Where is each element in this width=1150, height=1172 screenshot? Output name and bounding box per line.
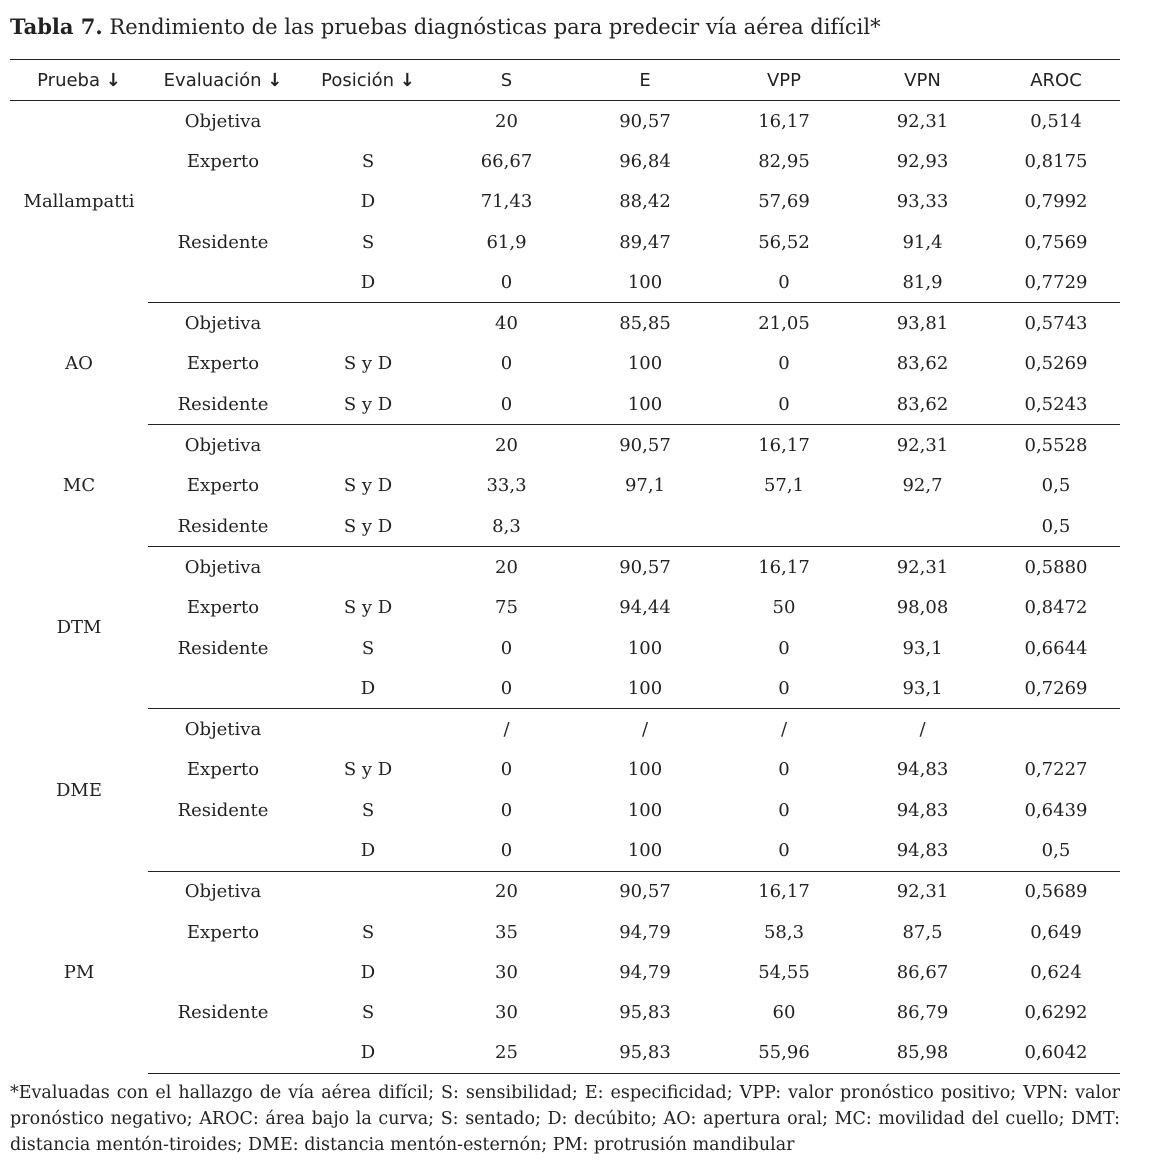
cell-posicion	[298, 871, 438, 912]
cell-vpn: 94,83	[896, 759, 949, 781]
cell-vpp: 21,05	[758, 313, 810, 335]
cell-s: 75	[495, 597, 518, 619]
table-row	[10, 303, 1120, 344]
cell-vpp: 0	[715, 262, 853, 303]
cell-evaluacion: Residente	[177, 231, 269, 253]
cell-s: 25	[438, 1033, 575, 1074]
table-row	[10, 628, 1120, 668]
cell-e: 89,47	[619, 231, 671, 253]
cell-vpp: 16,17	[758, 435, 810, 457]
cell-vpp: 58,3	[763, 921, 805, 943]
cell-prueba: AO	[65, 353, 93, 375]
cell-vpp: 0	[715, 384, 853, 425]
cell-vpp: 0	[715, 668, 853, 709]
cell-vpn: 94,83	[853, 830, 992, 871]
table-row	[10, 952, 1120, 992]
cell-evaluacion	[148, 262, 298, 303]
cell-evaluacion: Residente	[148, 384, 298, 425]
cell-evaluacion: Objetiva	[184, 435, 262, 457]
cell-posicion: S	[361, 231, 375, 253]
table-row	[10, 384, 1120, 425]
cell-evaluacion: Residente	[148, 506, 298, 547]
cell-vpn: 86,79	[896, 1002, 949, 1024]
table-row	[10, 1033, 1120, 1074]
cell-vpn: 92,31	[896, 110, 949, 132]
cell-s: 0	[438, 668, 575, 709]
cell-e: 85,85	[619, 313, 671, 335]
table-row	[10, 750, 1120, 790]
cell-posicion: S	[361, 1002, 375, 1024]
table-row	[10, 790, 1120, 830]
table-row	[10, 222, 1120, 262]
cell-evaluacion: Experto	[186, 150, 260, 172]
cell-evaluacion	[148, 952, 298, 992]
cell-vpn: 93,1	[853, 668, 992, 709]
cell-aroc: 0,5	[992, 506, 1120, 547]
cell-s: 33,3	[486, 475, 527, 497]
cell-s: 35	[495, 921, 518, 943]
cell-prueba: DME	[55, 779, 102, 801]
header-vpp: VPP	[715, 60, 853, 101]
cell-vpn: 92,7	[902, 475, 943, 497]
cell-vpp: 16,17	[758, 556, 810, 578]
cell-vpp	[715, 506, 853, 547]
cell-s: 8,3	[438, 506, 575, 547]
cell-vpn: 87,5	[902, 921, 943, 943]
cell-vpp: 57,1	[763, 475, 805, 497]
cell-aroc: 0,5880	[1024, 556, 1088, 578]
cell-aroc: 0,7227	[1024, 759, 1088, 781]
cell-s: 0	[438, 262, 575, 303]
cell-evaluacion	[148, 830, 298, 871]
header-vpn: VPN	[853, 60, 992, 101]
cell-posicion: S	[361, 799, 375, 821]
cell-aroc: 0,6644	[1024, 637, 1088, 659]
cell-vpn: 85,98	[853, 1033, 992, 1074]
cell-vpn: 92,31	[896, 881, 949, 903]
cell-evaluacion: Objetiva	[184, 110, 262, 132]
header-posicion[interactable]: Posición ↓	[298, 60, 438, 101]
cell-s: 71,43	[480, 191, 533, 213]
cell-evaluacion	[148, 668, 298, 709]
cell-posicion: S y D	[343, 475, 393, 497]
cell-posicion: D	[360, 961, 376, 983]
table-row	[10, 425, 1120, 466]
cell-vpp: 50	[772, 597, 796, 619]
cell-vpp: 0	[778, 759, 790, 781]
cell-posicion: D	[298, 1033, 438, 1074]
cell-evaluacion	[148, 1033, 298, 1074]
cell-evaluacion: Residente	[177, 1002, 269, 1024]
header-prueba[interactable]: Prueba ↓	[10, 60, 148, 101]
cell-vpn	[853, 506, 992, 547]
cell-e: 90,57	[619, 435, 671, 457]
cell-posicion	[298, 709, 438, 750]
cell-evaluacion: Objetiva	[184, 556, 262, 578]
cell-posicion: S y D	[343, 353, 393, 375]
cell-s: 0	[500, 799, 513, 821]
cell-evaluacion: Experto	[186, 597, 260, 619]
cell-posicion: S y D	[343, 759, 393, 781]
cell-posicion: D	[298, 262, 438, 303]
cell-s: 20	[495, 881, 518, 903]
cell-e: 100	[627, 637, 663, 659]
cell-posicion	[298, 101, 438, 142]
cell-e: 100	[575, 830, 715, 871]
cell-vpp: 16,17	[758, 110, 810, 132]
cell-aroc: 0,7992	[1024, 191, 1088, 213]
cell-e: 94,79	[619, 921, 671, 943]
arrow-down-icon: ↓	[105, 69, 121, 91]
table-row	[10, 262, 1120, 303]
cell-aroc: 0,5269	[1024, 353, 1088, 375]
table-row	[10, 993, 1120, 1033]
cell-posicion: S	[361, 150, 375, 172]
table-row	[10, 141, 1120, 181]
cell-e: 95,83	[575, 1033, 715, 1074]
table-row	[10, 709, 1120, 750]
footnote: *Evaluadas con el hallazgo de vía aérea difícil; S: sensibilidad; E: especificidad; VPP: valor pronóstico positivo; VPN: valor pronóstico negativo; AROC: área bajo la curva; S: sentado; D: decúbito; AO: apertura oral; MC: movilidad del cuello; DMT: distancia mentón-tiroides; DME: distancia mentón-esternón; PM: protrusión mandibular	[10, 1083, 1120, 1155]
header-s: S	[438, 60, 575, 101]
cell-posicion: D	[298, 668, 438, 709]
cell-evaluacion: Experto	[186, 759, 260, 781]
table-row	[10, 182, 1120, 222]
cell-e: 100	[575, 384, 715, 425]
cell-aroc: 0,5528	[1024, 435, 1088, 457]
cell-evaluacion: Experto	[186, 353, 260, 375]
cell-vpn: 86,67	[896, 961, 949, 983]
cell-aroc: 0,8472	[1024, 597, 1088, 619]
cell-vpn: 83,62	[896, 353, 949, 375]
cell-evaluacion: Residente	[177, 637, 269, 659]
cell-evaluacion: Objetiva	[184, 881, 262, 903]
cell-prueba: PM	[63, 961, 95, 983]
cell-evaluacion: Experto	[186, 921, 260, 943]
cell-evaluacion: Residente	[177, 799, 269, 821]
table-caption	[10, 12, 1130, 42]
cell-vpp: 16,17	[758, 881, 810, 903]
cell-vpn: 98,08	[896, 597, 949, 619]
cell-s: 61,9	[486, 231, 527, 253]
cell-s: 20	[495, 435, 518, 457]
cell-aroc: 0,7569	[1024, 231, 1088, 253]
cell-aroc: 0,5689	[1024, 881, 1088, 903]
cell-aroc: 0,6042	[992, 1033, 1120, 1074]
cell-e: /	[641, 719, 649, 741]
cell-vpp: 0	[778, 637, 790, 659]
cell-vpp: 0	[778, 353, 790, 375]
cell-prueba: DTM	[56, 617, 102, 639]
cell-e: 94,44	[619, 597, 671, 619]
cell-vpn: /	[919, 719, 926, 741]
table-row	[10, 830, 1120, 871]
table-row	[10, 101, 1120, 142]
cell-aroc: 0,624	[1030, 961, 1082, 983]
table-row	[10, 466, 1120, 506]
cell-vpn: 92,31	[896, 435, 949, 457]
cell-evaluacion: Objetiva	[184, 719, 262, 741]
cell-s: 20	[495, 110, 518, 132]
table-row	[10, 506, 1120, 547]
cell-e: 90,57	[619, 881, 671, 903]
cell-vpn: 91,4	[902, 231, 943, 253]
cell-e: 100	[575, 262, 715, 303]
cell-posicion	[298, 303, 438, 344]
table-row	[10, 588, 1120, 628]
cell-evaluacion	[148, 182, 298, 222]
cell-e: 100	[627, 759, 663, 781]
cell-posicion: D	[360, 191, 376, 213]
table-row	[10, 912, 1120, 952]
cell-vpp: 82,95	[758, 150, 810, 172]
cell-e	[575, 506, 715, 547]
cell-aroc: 0,5743	[1024, 313, 1088, 335]
cell-s: 20	[495, 556, 518, 578]
cell-vpp: /	[780, 719, 788, 741]
cell-aroc: 0,514	[1030, 110, 1082, 132]
cell-aroc: 0,5	[1041, 475, 1071, 497]
table-row	[10, 668, 1120, 709]
cell-aroc: 0,649	[1030, 921, 1082, 943]
cell-vpp: 57,69	[758, 191, 810, 213]
table-row	[10, 547, 1120, 588]
cell-vpp: 54,55	[758, 961, 810, 983]
cell-vpn: 93,33	[896, 191, 949, 213]
cell-posicion: S y D	[343, 597, 393, 619]
cell-prueba: Mallampatti	[23, 191, 135, 213]
cell-vpn: 81,9	[853, 262, 992, 303]
cell-vpn: 93,81	[896, 313, 949, 335]
arrow-down-icon: ↓	[399, 69, 415, 91]
header-evaluacion[interactable]: Evaluación ↓	[148, 60, 298, 101]
cell-s: 66,67	[480, 150, 533, 172]
cell-vpp: 0	[778, 799, 790, 821]
header-row	[10, 60, 1120, 101]
cell-e: 97,1	[624, 475, 666, 497]
caption-label: Tabla 7.	[10, 14, 103, 39]
cell-e: 88,42	[619, 191, 671, 213]
cell-e: 96,84	[619, 150, 671, 172]
header-e: E	[575, 60, 715, 101]
cell-prueba: MC	[62, 475, 96, 497]
cell-e: 94,79	[619, 961, 671, 983]
caption-text: Rendimiento de las pruebas diagnósticas para predecir vía aérea difícil*	[109, 15, 881, 39]
cell-posicion: S	[361, 637, 375, 659]
cell-posicion: D	[298, 830, 438, 871]
cell-aroc: 0,6292	[1024, 1002, 1088, 1024]
cell-vpn: 83,62	[853, 384, 992, 425]
cell-e: 100	[627, 799, 663, 821]
cell-vpn: 93,1	[902, 637, 943, 659]
cell-e: 90,57	[619, 556, 671, 578]
cell-evaluacion: Experto	[186, 475, 260, 497]
cell-s: 30	[495, 1002, 518, 1024]
cell-e: 95,83	[619, 1002, 671, 1024]
cell-posicion: S	[361, 921, 375, 943]
cell-posicion: S y D	[298, 506, 438, 547]
cell-vpp: 60	[772, 1002, 796, 1024]
cell-aroc	[992, 709, 1120, 750]
table-row	[10, 871, 1120, 912]
cell-s: 0	[438, 384, 575, 425]
cell-s: 0	[500, 353, 513, 375]
cell-aroc: 0,6439	[1024, 799, 1088, 821]
cell-s: 40	[495, 313, 518, 335]
cell-s: 0	[438, 830, 575, 871]
cell-vpp: 0	[715, 830, 853, 871]
cell-e: 100	[627, 353, 663, 375]
cell-aroc: 0,7269	[992, 668, 1120, 709]
results-table	[10, 59, 1120, 1074]
table-body	[10, 101, 1120, 1074]
cell-aroc: 0,5	[992, 830, 1120, 871]
cell-vpp: 56,52	[758, 231, 810, 253]
cell-vpn: 92,31	[896, 556, 949, 578]
cell-posicion: S y D	[298, 384, 438, 425]
cell-posicion	[298, 547, 438, 588]
cell-vpn: 92,93	[896, 150, 949, 172]
cell-evaluacion: Objetiva	[184, 313, 262, 335]
cell-s: 0	[500, 637, 513, 659]
cell-e: 100	[575, 668, 715, 709]
cell-aroc: 0,5243	[992, 384, 1120, 425]
header-aroc: AROC	[992, 60, 1120, 101]
arrow-down-icon: ↓	[267, 69, 283, 91]
cell-vpn: 94,83	[896, 799, 949, 821]
table-row	[10, 344, 1120, 384]
cell-aroc: 0,7729	[992, 262, 1120, 303]
cell-posicion	[298, 425, 438, 466]
cell-aroc: 0,8175	[1024, 150, 1088, 172]
cell-s: 30	[495, 961, 518, 983]
cell-s: 0	[500, 759, 513, 781]
cell-e: 90,57	[619, 110, 671, 132]
cell-vpp: 55,96	[715, 1033, 853, 1074]
cell-s: /	[503, 719, 510, 741]
